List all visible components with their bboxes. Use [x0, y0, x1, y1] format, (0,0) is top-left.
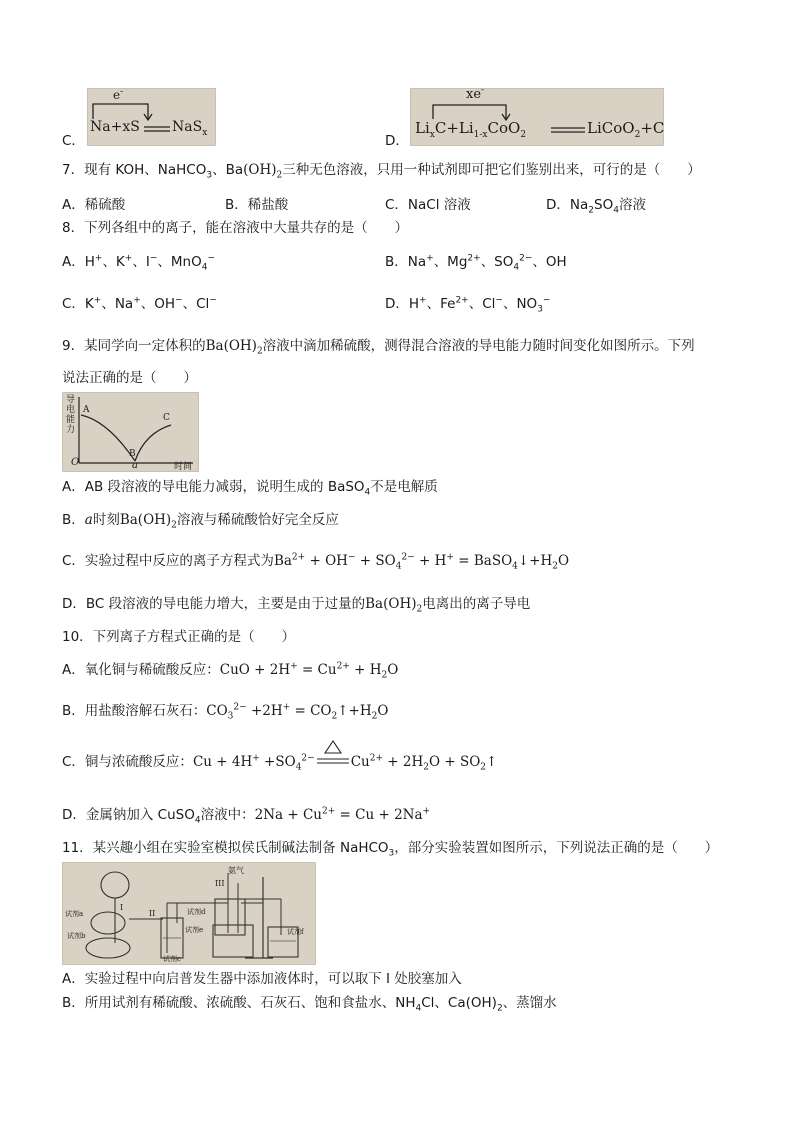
- q7-option-d: D．$Na_2SO_4$溶液: [546, 197, 646, 216]
- q11-reagent-c: 试剂c: [163, 955, 181, 963]
- q11-label-iii: III: [215, 879, 225, 888]
- q6-option-d-label: D．: [385, 133, 409, 149]
- q9-time-a-label: a: [132, 460, 138, 471]
- q9-stem-line1: 9．某同学向一定体积的$Ba(OH)_2$溶液中滴加稀硫酸，测得混合溶液的导电能力随时间变化如图所示。下列: [62, 338, 695, 357]
- q6-option-d-image: [410, 85, 665, 146]
- q6-option-c-image: [87, 88, 216, 146]
- q11-reagent-f: 试剂f: [287, 928, 304, 936]
- q9-origin-label: O: [71, 457, 80, 468]
- q8-option-b: B．Na+、$Mg^{2+}$、$SO_4^{2-}$、OH: [385, 253, 567, 273]
- q7-option-c: C．NaCl 溶液: [385, 197, 471, 213]
- q11-reagent-d: 试剂d: [187, 908, 206, 916]
- q6-d-rhs: LiCoO$_2$+C: [587, 119, 665, 140]
- q9-stem-line2: 说法正确的是（ ）: [62, 370, 197, 386]
- q11-reagent-e: 试剂e: [185, 926, 204, 934]
- q9-conductivity-graph: [62, 392, 199, 472]
- q10-option-a: A．氧化铜与稀硫酸反应：CuO + $2H^+ = Cu^{2+} + H_2O$: [62, 661, 399, 681]
- q6-option-c-label: C．: [62, 133, 85, 149]
- q7-option-b: B．稀盐酸: [225, 197, 289, 213]
- q9-option-a: A．AB 段溶液的导电能力减弱，说明生成的 BaSO$_4$不是电解质: [62, 479, 438, 498]
- equals-sign: [144, 125, 174, 135]
- q11-option-b: B．所用试剂有稀硫酸、浓硫酸、石灰石、饱和食盐水、$NH_4Cl$、$Ca(OH)_2$、蒸馏水: [62, 995, 557, 1014]
- q8-stem: 8．下列各组中的离子，能在溶液中大量共存的是（ ）: [62, 220, 409, 236]
- q9-point-b-label: B: [129, 449, 136, 459]
- q8-option-c: C．K+、Na+、OH−、Cl−: [62, 295, 217, 312]
- q11-apparatus-image: [62, 862, 316, 965]
- q11-option-a: A．实验过程中向启普发生器中添加液体时，可以取下 I 处胶塞加入: [62, 971, 462, 987]
- q11-reagent-a: 试剂a: [65, 910, 84, 918]
- q8-option-d: D．H+、$Fe^{2+}$、Cl−、$NO_3^-$: [385, 295, 551, 315]
- q11-ammonia-label: 氨气: [228, 866, 244, 875]
- q9-point-a-label: A: [83, 405, 90, 415]
- electron-transfer-arrow: [88, 89, 215, 145]
- q10-option-b: B．用盐酸溶解石灰石：$CO_3^{2-} +2H^+$ = $CO_2↑+H_2O$: [62, 702, 389, 722]
- heating-condition-equals: [315, 753, 351, 771]
- q9-point-c-label: C: [163, 413, 170, 423]
- q6-c-electron: e-: [113, 87, 124, 102]
- q8-option-a: A．H+、K+、I−、MnO$_4$−: [62, 253, 215, 273]
- q11-stem: 11．某兴趣小组在实验室模拟侯氏制碱法制备 NaHCO$_3$，部分实验装置如图所示，下列说法正确的是（ ）: [62, 840, 719, 859]
- q9-option-c: C．实验过程中反应的离子方程式为$Ba^{2+} + OH^- + SO_4^{2-} + H^+$ = $BaSO_4↓+H_2O$: [62, 552, 570, 572]
- q10-option-d: D．金属钠加入 CuSO$_4$溶液中：$2Na + Cu^{2+} = Cu + 2Na^+$: [62, 806, 431, 826]
- q9-x-axis-label: 时间: [174, 462, 193, 472]
- q11-label-ii: II: [149, 909, 156, 918]
- q7-option-a: A．稀硫酸: [62, 197, 126, 213]
- q9-option-d: D．BC 段溶液的导电能力增大，主要是由于过量的$Ba(OH)_2$电离出的离子导电: [62, 596, 531, 615]
- equals-sign: [551, 126, 587, 136]
- q6-c-lhs: Na+xS: [90, 119, 140, 135]
- q10-option-c: C．铜与浓硫酸反应：$Cu + 4H^+ +SO_4^{2-}$ $Cu^{2+} + 2H_2O$ + $SO_2↑$: [62, 753, 497, 771]
- q11-label-i: I: [120, 903, 124, 912]
- q6-d-lhs: $Li_xC+Li_{1-x}CoO_2$: [415, 119, 527, 140]
- q6-d-electron: xe-: [466, 85, 485, 102]
- q11-reagent-b: 试剂b: [67, 932, 86, 940]
- q7-stem: 7．现有 KOH、NaHCO$_3$、$Ba(OH)_2$三种无色溶液，只用一种试剂即可把它们鉴别出来，可行的是（ ）: [62, 162, 701, 181]
- q9-y-axis-label: 导电能力: [66, 395, 76, 435]
- heat-triangle-icon: [315, 739, 351, 769]
- q9-option-b: B．a时刻$Ba(OH)_2$溶液与稀硫酸恰好完全反应: [62, 512, 339, 531]
- q10-stem: 10．下列离子方程式正确的是（ ）: [62, 629, 296, 645]
- q6-c-rhs: NaS$_x$: [172, 119, 208, 138]
